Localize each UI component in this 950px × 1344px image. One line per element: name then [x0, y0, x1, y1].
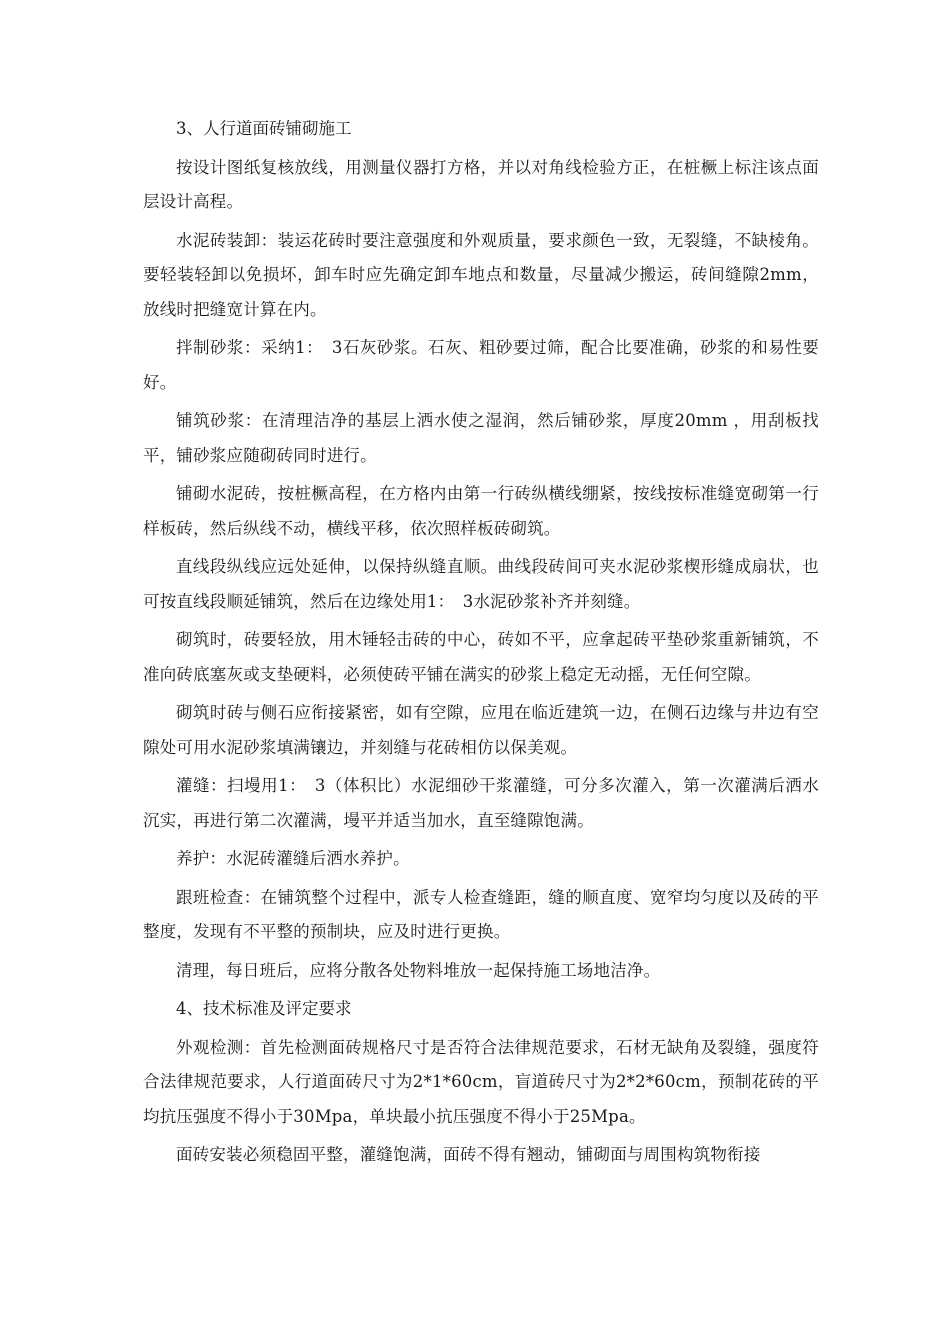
paragraph-curb-joints: 砌筑时砖与侧石应衔接紧密，如有空隙，应甩在临近建筑一边，在侧石边缘与井边有空隙处可用水泥砂浆填满镶边，并刻缝与花砖相仿以保美观。	[143, 703, 819, 757]
section-heading-4: 4、技术标准及评定要求	[176, 999, 352, 1018]
document-body	[143, 112, 819, 1177]
paragraph-grouting: 灌缝：扫墁用1： 3（体积比）水泥细砂干浆灌缝，可分多次灌入，第一次灌满后洒水沉实，再进行第二次灌满，墁平并适当加水，直至缝隙饱满。	[143, 776, 819, 830]
paragraph-installation-requirements: 面砖安装必须稳固平整，灌缝饱满，面砖不得有翘动，铺砌面与周围构筑物衔接	[176, 1145, 761, 1164]
paragraph-curing: 养护：水泥砖灌缝后洒水养护。	[176, 849, 410, 868]
paragraph-brick-laying: 铺砌水泥砖，按桩橛高程，在方格内由第一行砖纵横线绷紧，按线按标准缝宽砌第一行样板砖，然后纵线不动，横线平移，依次照样板砖砌筑。	[143, 484, 819, 538]
paragraph-mortar-mixing: 拌制砂浆：采纳1： 3石灰砂浆。石灰、粗砂要过筛，配合比要准确，砂浆的和易性要好。	[143, 338, 819, 392]
paragraph-mortar-spreading: 铺筑砂浆：在清理洁净的基层上洒水使之湿润，然后铺砂浆，厚度20mm ，用刮板找平，铺砂浆应随砌砖同时进行。	[143, 411, 819, 465]
paragraph-straight-curve-sections: 直线段纵线应远处延伸，以保持纵缝直顺。曲线段砖间可夹水泥砂浆楔形缝成扇状，也可按直线段顺延铺筑，然后在边缘处用1： 3水泥砂浆补齐并刻缝。	[143, 557, 819, 611]
paragraph-inspection: 跟班检查：在铺筑整个过程中，派专人检查缝距，缝的顺直度、宽窄均匀度以及砖的平整度，发现有不平整的预制块，应及时进行更换。	[143, 887, 819, 941]
paragraph-visual-inspection: 外观检测：首先检测面砖规格尺寸是否符合法律规范要求，石材无缺角及裂缝，强度符合法律规范要求，人行道面砖尺寸为2*1*60cm，盲道砖尺寸为2*2*60cm，预制花砖的平均抗压强度不得小于30Mpa，单块最小抗压强度不得小于25Mpa。	[143, 1037, 819, 1126]
paragraph-layout-setting: 按设计图纸复核放线，用测量仪器打方格，并以对角线检验方正，在桩橛上标注该点面层设计高程。	[143, 157, 819, 211]
paragraph-bricklaying-care: 砌筑时，砖要轻放，用木锤轻击砖的中心，砖如不平，应拿起砖平垫砂浆重新铺筑，不准向砖底塞灰或支垫硬料，必须使砖平铺在满实的砂浆上稳定无动摇，无任何空隙。	[143, 630, 819, 684]
section-heading-3: 3、人行道面砖铺砌施工	[176, 119, 352, 138]
paragraph-brick-handling: 水泥砖装卸：装运花砖时要注意强度和外观质量，要求颜色一致，无裂缝，不缺棱角。要轻装轻卸以免损坏，卸车时应先确定卸车地点和数量，尽量减少搬运，砖间缝隙2mm，放线时把缝宽计算在内。	[143, 230, 819, 319]
paragraph-cleanup: 清理，每日班后，应将分散各处物料堆放一起保持施工场地洁净。	[176, 960, 661, 980]
